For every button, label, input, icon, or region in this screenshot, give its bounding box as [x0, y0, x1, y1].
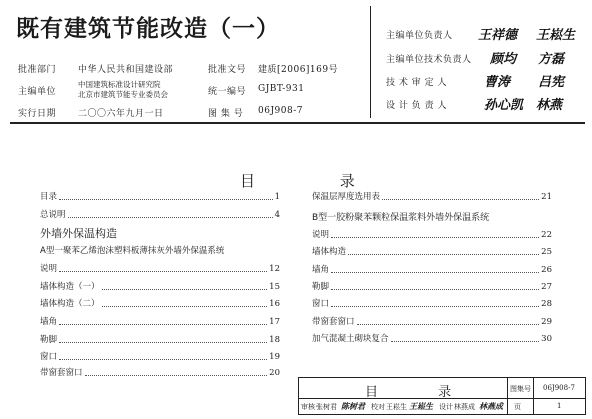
toc-entry [312, 263, 552, 277]
unified-no-label: 统一编号 [208, 87, 247, 97]
toc-entry [40, 262, 280, 276]
toc-entry-text: 墙体构造（一） [40, 282, 100, 292]
page-value: 1 [557, 402, 562, 410]
toc-entry-page: 4 [274, 210, 280, 220]
design-signature: 林燕成 [479, 401, 503, 411]
check-label: 校对 [371, 403, 385, 411]
toc-entry-page: 16 [269, 299, 280, 309]
design-name: 林燕成 [454, 403, 475, 411]
toc-entry-text: 墙角 [40, 317, 58, 327]
toc-entry-text: 带窗套窗口 [40, 368, 83, 378]
toc-entry [40, 190, 280, 204]
toc-entry-text: 墙体构造（二） [40, 299, 100, 309]
date-label: 实行日期 [18, 109, 57, 119]
toc-entry-page: 15 [269, 282, 280, 292]
page-label: 页 [514, 403, 521, 411]
toc-entry [40, 350, 280, 364]
toc-entry-page: 17 [269, 317, 280, 327]
editor-value-2: 北京市建筑节能专业委员会 [78, 90, 168, 99]
toc-entry-text: 带窗套窗口 [312, 317, 355, 327]
toc-entry-page: 30 [541, 334, 552, 344]
doc-no-label: 批准文号 [208, 65, 247, 75]
review-signature: 陈树君 [341, 401, 365, 411]
toc-entry-page: 1 [274, 192, 280, 202]
toc-entry-text: 说明 [312, 230, 330, 240]
signature-1a: 王祥德 [478, 28, 518, 43]
review-name: 张树君 [316, 403, 337, 411]
signature-4a: 孙心凯 [484, 98, 524, 113]
toc-entry-text: 目录 [40, 192, 58, 202]
title-block-atlas-value: 06J908-7 [543, 384, 575, 392]
editor-label: 主编单位 [18, 87, 57, 97]
toc-entry-text: 墙角 [312, 265, 330, 275]
signature-role-4: 设 计 负 责 人 [386, 101, 447, 111]
approval-dept-value: 中华人民共和国建设部 [78, 65, 174, 75]
toc-entry-page: 22 [541, 230, 552, 240]
atlas-label: 图 集 号 [208, 109, 244, 119]
toc-heading: 目 录 [240, 172, 395, 190]
header-bottom-rule [10, 122, 585, 124]
toc-section-b: B型一胶粉聚苯颗粒保温浆料外墙外保温系统 [312, 213, 490, 223]
toc-entry-text: 勒脚 [40, 335, 58, 345]
toc-entry-page: 20 [269, 368, 280, 378]
check-signature: 王崧生 [409, 401, 433, 411]
atlas-value: 06J908-7 [258, 106, 304, 116]
toc-entry [40, 366, 280, 380]
toc-entry [312, 228, 552, 242]
signature-role-2: 主编单位技术负责人 [386, 55, 472, 65]
signature-3a: 曹涛 [484, 75, 511, 90]
toc-entry-text: 加气混凝土砌块复合 [312, 334, 389, 344]
header-divider [370, 6, 371, 118]
toc-entry-page: 21 [541, 192, 552, 202]
signature-role-3: 技 术 审 定 人 [386, 78, 447, 88]
toc-entry [40, 280, 280, 294]
toc-entry [312, 315, 552, 329]
unified-no-value: GJBT-931 [258, 84, 305, 94]
toc-entry-text: 说明 [40, 264, 58, 274]
toc-entry-page: 28 [541, 299, 552, 309]
title-block [298, 377, 586, 415]
toc-section-main: 外墙外保温构造 [40, 227, 117, 240]
signature-3b: 吕宪 [538, 75, 565, 90]
toc-entry [40, 315, 280, 329]
design-label: 设计 [439, 403, 453, 411]
toc-entry-page: 26 [541, 265, 552, 275]
toc-entry-page: 19 [269, 352, 280, 362]
toc-entry [312, 190, 552, 204]
signature-4b: 林燕 [536, 98, 563, 113]
doc-no-value: 建质[2006]169号 [258, 65, 339, 75]
toc-entry-text: 总说明 [40, 210, 66, 220]
toc-entry-page: 27 [541, 282, 552, 292]
toc-entry [312, 280, 552, 294]
approval-dept-label: 批准部门 [18, 65, 57, 75]
toc-entry [40, 333, 280, 347]
signature-2a: 顾均 [490, 52, 517, 67]
toc-entry-page: 25 [541, 247, 552, 257]
signature-role-1: 主编单位负责人 [386, 31, 453, 41]
toc-entry [312, 297, 552, 311]
toc-entry-text: 保温层厚度选用表 [312, 192, 381, 202]
toc-entry [312, 332, 552, 346]
toc-entry [312, 245, 552, 259]
toc-entry [40, 208, 280, 222]
review-label: 审核 [301, 403, 315, 411]
toc-entry-text: 窗口 [40, 352, 58, 362]
toc-entry-page: 18 [269, 335, 280, 345]
cover-title: 既有建筑节能改造（一） [16, 16, 280, 42]
toc-entry-page: 12 [269, 264, 280, 274]
title-block-name: 目 录 [365, 385, 480, 400]
editor-value-1: 中国建筑标准设计研究院 [78, 80, 161, 89]
signature-1b: 王崧生 [536, 28, 576, 43]
toc-entry-page: 29 [541, 317, 552, 327]
toc-entry-text: 勒脚 [312, 282, 330, 292]
signature-2b: 方磊 [538, 52, 565, 67]
check-name: 王崧生 [386, 403, 407, 411]
toc-entry [40, 297, 280, 311]
title-block-atlas-label: 图集号 [510, 385, 531, 393]
toc-entry-text: 窗口 [312, 299, 330, 309]
date-value: 二〇〇六年九月一日 [78, 109, 164, 119]
toc-section-a: A型一聚苯乙烯泡沫塑料板薄抹灰外墙外保温系统 [40, 246, 225, 256]
toc-entry-text: 墙体构造 [312, 247, 347, 257]
